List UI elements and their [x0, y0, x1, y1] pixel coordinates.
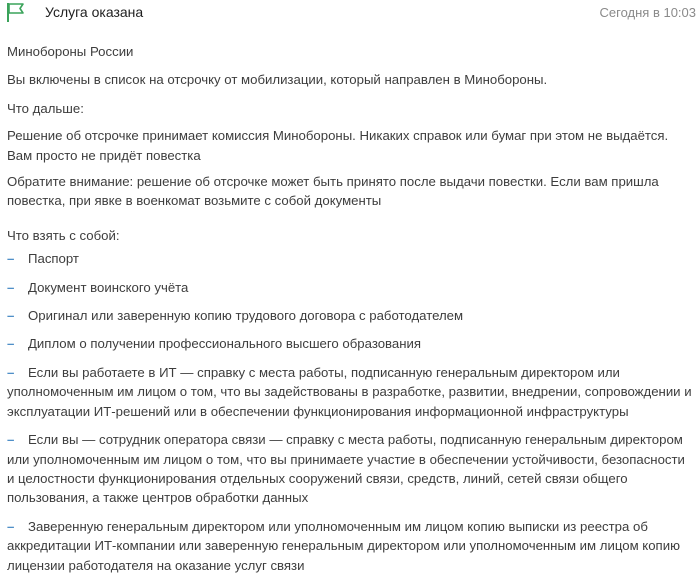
list-heading: Что взять с собой: [7, 227, 120, 243]
list-item [7, 306, 695, 325]
documents-list [7, 249, 695, 575]
flag-icon [6, 2, 26, 23]
message-paragraph: Решение об отсрочке принимает комиссия Минобороны. Никаких справок или бумаг при этом не выдаётся. Вам просто не придёт повестка [7, 128, 669, 163]
list-item-text: Заверенную генеральным директором или уполномоченным им лицом копию выписки из реестра об аккредитации ИТ-компании или заверенную генеральным директором или уполномоченным им лицом копию лицензии работодателя на оказание услуг связи [7, 518, 680, 573]
message-paragraph: Вы включены в список на отсрочку от мобилизации, который направлен в Минобороны. [7, 72, 548, 88]
list-item-text: Если вы — сотрудник оператора связи — справку с места работы, подписанную генеральным директором или уполномоченным им лицом о том, что вы принимаете участие в обеспечении устойчивости, безопасности и целостности функционирования отдельных сооружений связи, средств, линий, сетей связи общего пользования, а также центров обработки данных [7, 432, 685, 506]
message-body [7, 38, 695, 575]
list-marker: – [7, 336, 15, 352]
notification-header [0, 0, 700, 27]
list-item-text: Если вы работаете в ИТ — справку с места работы, подписанную генеральным директором или уполномоченным им лицом о том, что вы задействованы в разработке, развитии, внедрении, сопровождении и эксплуатации ИТ-решений или в обеспечении функционирования информационной инфраструктуры [7, 364, 692, 419]
notification-time: Сегодня в 10:03 [599, 5, 696, 20]
message-paragraph: Что дальше: [7, 100, 84, 116]
list-item [7, 334, 695, 353]
list-marker: – [7, 432, 15, 448]
notification-title: Услуга оказана [45, 4, 144, 20]
list-item-text: Диплом о получении профессионального высшего образования [28, 336, 422, 352]
list-item [7, 430, 695, 508]
message-paragraph: Обратите внимание: решение об отсрочке может быть принято после выдачи повестки. Если вам пришла повестка, при явке в военкомат возьмите с собой документы [7, 174, 659, 209]
list-item [7, 363, 695, 421]
list-item [7, 517, 695, 575]
list-marker: – [7, 518, 15, 534]
list-item-text: Документ воинского учёта [28, 279, 189, 295]
list-marker: – [7, 251, 15, 267]
sender-organization: Минобороны России [7, 44, 134, 59]
list-item-text: Оригинал или заверенную копию трудового договора с работодателем [28, 308, 464, 324]
list-marker: – [7, 308, 15, 324]
list-item [7, 278, 695, 297]
list-item [7, 249, 695, 268]
list-marker: – [7, 279, 15, 295]
list-item-text: Паспорт [28, 251, 79, 267]
list-marker: – [7, 364, 15, 380]
